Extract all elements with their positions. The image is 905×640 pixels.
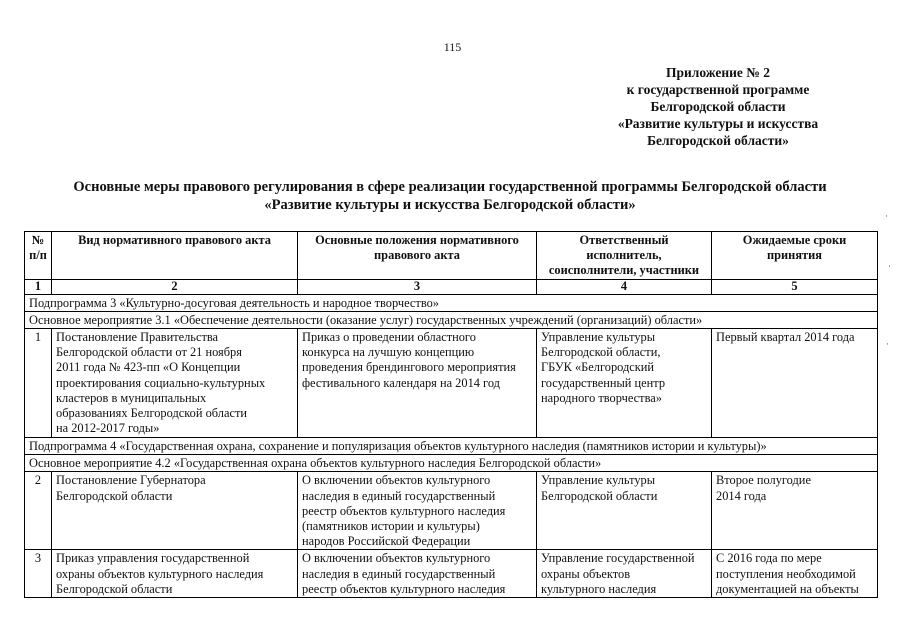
header-text: Основные положения нормативного <box>315 233 519 247</box>
subprogram-3: Подпрограмма 3 «Культурно-досуговая деятельность и народное творчество» <box>25 294 878 311</box>
row-number: 3 <box>25 550 52 598</box>
header-text: Ожидаемые сроки <box>742 233 847 247</box>
subprogram-row <box>25 294 878 311</box>
cell-line: Второе полугодие <box>716 473 811 488</box>
column-number: 2 <box>52 279 298 294</box>
scan-speck: · <box>886 340 889 350</box>
executor-cell <box>537 550 712 598</box>
main-measure-row <box>25 311 878 328</box>
cell-line: Белгородской области <box>56 581 173 596</box>
cell-line: наследия в единый государственный <box>302 566 496 581</box>
cell-line: ГБУК «Белгородский <box>541 360 655 375</box>
column-number: 5 <box>712 279 878 294</box>
cell-line: 2011 года № 423-пп «О Концепции <box>56 360 241 375</box>
deadline-cell <box>712 550 878 598</box>
cell-line: Постановление Правительства <box>56 330 219 345</box>
act-type-cell <box>52 472 298 550</box>
header-text: Ответственный <box>579 233 669 247</box>
appendix-line: Белгородской области <box>650 99 786 114</box>
header-text: исполнитель, <box>586 248 662 263</box>
scan-speck: · <box>888 262 891 272</box>
document-title <box>40 178 860 214</box>
cell-line: кластеров в муниципальных <box>56 390 207 405</box>
cell-line: конкурса на лучшую концепцию <box>302 345 475 360</box>
appendix-line: Белгородской области» <box>647 133 789 148</box>
table-row <box>25 472 878 550</box>
cell-line: Приказ о проведении областного <box>302 330 476 345</box>
cell-line: Постановление Губернатора <box>56 473 206 488</box>
header-text: правового акта <box>374 248 460 263</box>
column-number: 3 <box>298 279 537 294</box>
subprogram-row <box>25 438 878 455</box>
appendix-line: «Развитие культуры и искусства <box>617 116 819 131</box>
legal-measures-table <box>24 231 878 598</box>
act-type-cell <box>52 329 298 438</box>
subprogram-4: Подпрограмма 4 «Государственная охрана, сохранение и популяризация объектов культурного наследия (памятников истории и культуры)» <box>25 438 878 455</box>
header-provisions <box>298 232 537 280</box>
page-number: 115 <box>443 40 462 54</box>
cell-line: государственный центр <box>541 375 666 390</box>
table-row <box>25 329 878 438</box>
title-line: «Развитие культуры и искусства Белгородской области» <box>264 197 636 213</box>
header-text: № <box>31 233 45 247</box>
deadline-cell <box>712 472 878 550</box>
cell-line: С 2016 года по мере <box>716 551 822 566</box>
column-number-row <box>25 279 878 294</box>
header-text: принятия <box>767 248 822 263</box>
cell-line: наследия в единый государственный <box>302 488 496 503</box>
header-text: п/п <box>29 248 47 263</box>
cell-line: реестр объектов культурного наследия <box>302 581 506 596</box>
cell-line: Приказ управления государственной <box>56 551 250 566</box>
cell-line: Белгородской области <box>56 488 173 503</box>
cell-line: фестивального календаря на 2014 год <box>302 375 500 390</box>
cell-line: Белгородской области <box>541 488 658 503</box>
table-header-row <box>25 232 878 280</box>
main-measure-4-2: Основное мероприятие 4.2 «Государственная охрана объектов культурного наследия Белгородской области» <box>25 455 878 472</box>
header-executor <box>537 232 712 280</box>
cell-line: Управление культуры <box>541 473 656 488</box>
header-num <box>25 232 52 280</box>
cell-line: Управление культуры <box>541 330 656 345</box>
cell-line: Управление государственной <box>541 551 695 566</box>
row-number: 2 <box>25 472 52 550</box>
title-line: Основные меры правового регулирования в сфере реализации государственной программы Белгородской области <box>73 179 827 195</box>
cell-line: охраны объектов культурного наследия <box>56 566 264 581</box>
cell-line: проведения брендингового мероприятия <box>302 360 516 375</box>
row-number: 1 <box>25 329 52 438</box>
cell-line: Белгородской области, <box>541 345 661 360</box>
cell-line: культурного наследия <box>541 581 657 596</box>
main-measure-3-1: Основное мероприятие 3.1 «Обеспечение деятельности (оказание услуг) государственных учреждений (организаций) области» <box>25 311 878 328</box>
appendix-line: к государственной программе <box>626 82 810 97</box>
cell-line: народов Российской Федерации <box>302 534 471 549</box>
executor-cell <box>537 329 712 438</box>
cell-line: на 2012-2017 годы» <box>56 421 160 436</box>
header-deadline <box>712 232 878 280</box>
provisions-cell <box>298 550 537 598</box>
appendix-line: Приложение № 2 <box>666 65 770 80</box>
deadline-cell <box>712 329 878 438</box>
cell-line: Первый квартал 2014 года <box>716 330 855 345</box>
cell-line: О включении объектов культурного <box>302 473 491 488</box>
cell-line: образованиях Белгородской области <box>56 406 247 421</box>
scan-speck: · <box>885 212 888 222</box>
executor-cell <box>537 472 712 550</box>
cell-line: поступления необходимой <box>716 566 856 581</box>
header-text: соисполнители, участники <box>548 263 700 278</box>
provisions-cell <box>298 329 537 438</box>
cell-line: реестр объектов культурного наследия <box>302 503 506 518</box>
cell-line: проектирования социально-культурных <box>56 375 266 390</box>
provisions-cell <box>298 472 537 550</box>
cell-line: 2014 года <box>716 488 767 503</box>
cell-line: (памятников истории и культуры) <box>302 519 480 534</box>
table-row <box>25 550 878 598</box>
cell-line: документацией на объекты <box>716 581 859 596</box>
column-number: 4 <box>537 279 712 294</box>
cell-line: О включении объектов культурного <box>302 551 491 566</box>
column-number: 1 <box>25 279 52 294</box>
cell-line: охраны объектов <box>541 566 631 581</box>
act-type-cell <box>52 550 298 598</box>
cell-line: народного творчества» <box>541 390 662 405</box>
header-act-type <box>52 232 298 280</box>
header-text: Вид нормативного правового акта <box>78 233 271 247</box>
appendix-heading <box>598 64 838 149</box>
cell-line: Белгородской области от 21 ноября <box>56 345 242 360</box>
main-measure-row <box>25 455 878 472</box>
